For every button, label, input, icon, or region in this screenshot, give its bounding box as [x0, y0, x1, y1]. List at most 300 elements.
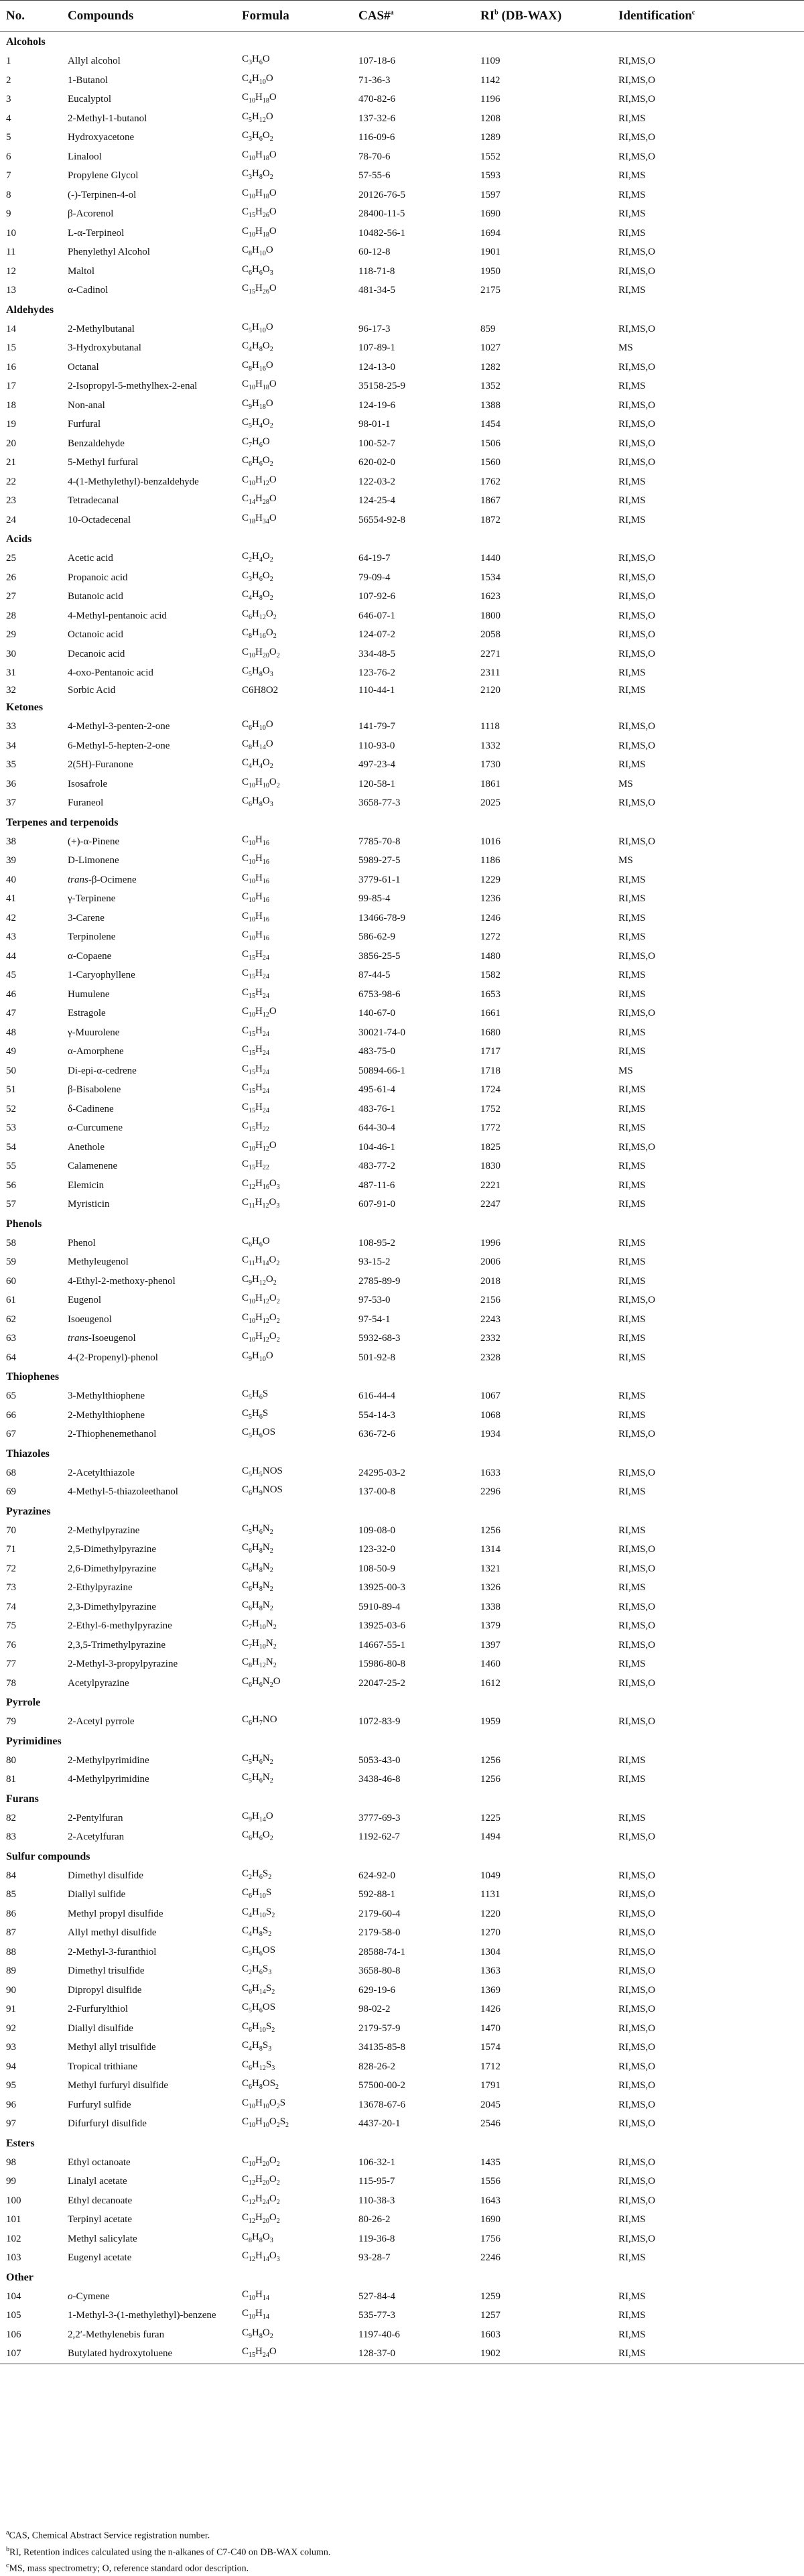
- formula-subscript: 12: [262, 1145, 269, 1153]
- formula-subscript: 2: [269, 1681, 273, 1689]
- table-row: [0, 1138, 804, 1157]
- cell-compound: 1-Butanol: [68, 74, 108, 86]
- formula-subscript: 5: [259, 1470, 263, 1478]
- formula-element: S: [265, 1982, 272, 1994]
- cell-formula: [236, 1961, 352, 1981]
- cell-cas: 483-77-2: [358, 1161, 395, 1171]
- formula-subscript: 24: [262, 954, 269, 962]
- cell-ri: 1724: [480, 1084, 500, 1095]
- table-row: [0, 1234, 804, 1253]
- header-identification-footnote-mark: c: [691, 9, 695, 17]
- table-row: [0, 832, 804, 852]
- table-row: [0, 1559, 804, 1579]
- cell-ri: 2246: [480, 2252, 500, 2263]
- cell-formula: [236, 2306, 352, 2325]
- formula-element: H: [252, 168, 259, 179]
- formula-element: C: [242, 1561, 249, 1572]
- table-row: [0, 1943, 804, 1962]
- formula-subscript: 2: [276, 2198, 280, 2206]
- cell-ri: 1272: [480, 931, 500, 942]
- cell-cas: 10482-56-1: [358, 227, 405, 239]
- cell-formula: [236, 396, 352, 415]
- formula-subscript: 6: [259, 2007, 263, 2014]
- cell-compound: 5-Methyl furfural: [68, 457, 139, 468]
- cell-ri: 2018: [480, 1275, 500, 1287]
- table-row: [0, 851, 804, 871]
- formula-element: C: [242, 340, 249, 351]
- cell-formula: [236, 1981, 352, 2000]
- cell-identification: RI,MS: [618, 667, 646, 678]
- cell-identification: RI,MS: [618, 1409, 646, 1421]
- formula-element: C: [242, 149, 249, 160]
- cell-compound: Methyl propyl disulfide: [68, 1908, 163, 1919]
- formula-element: O: [269, 1254, 277, 1265]
- formula-element: OS: [262, 2002, 276, 2012]
- table-row: [0, 2210, 804, 2230]
- cell-no: 106: [6, 2329, 21, 2340]
- formula-element: C: [242, 1675, 249, 1687]
- formula-element: O: [262, 665, 270, 676]
- formula-element: H: [255, 92, 263, 103]
- table-row: [0, 1885, 804, 1905]
- cell-no: 22: [6, 476, 16, 487]
- formula-subscript: 2: [271, 1911, 275, 1919]
- formula-subscript: 2: [269, 346, 273, 353]
- formula-element: C: [242, 225, 249, 237]
- cell-ri: 1661: [480, 1008, 500, 1019]
- cell-compound: Hydroxyacetone: [68, 132, 135, 143]
- formula-element: O: [262, 757, 270, 768]
- table-row: [0, 204, 804, 224]
- formula-element: N: [262, 1675, 270, 1687]
- header-ri-label: RI: [480, 9, 495, 23]
- cell-ri: 1435: [480, 2156, 500, 2168]
- cell-formula: [236, 927, 352, 947]
- cell-formula: [236, 338, 352, 358]
- cell-no: 46: [6, 988, 16, 1000]
- formula-element: C: [242, 187, 249, 198]
- formula-element: H: [252, 665, 259, 676]
- formula-element: C: [242, 72, 249, 84]
- cell-no: 38: [6, 836, 16, 847]
- cell-compound: Furaneol: [68, 797, 104, 808]
- formula-element: H: [252, 1484, 259, 1495]
- formula-subscript: 3: [268, 1969, 272, 1976]
- cell-no: 94: [6, 2061, 16, 2072]
- formula-subscript: 11: [249, 1260, 255, 1267]
- formula-element: O: [269, 1139, 277, 1151]
- cell-cas: 13678-67-6: [358, 2099, 405, 2110]
- formula-element: C: [242, 2078, 249, 2089]
- formula-element: O: [262, 2231, 270, 2242]
- formula-element: C: [242, 1887, 249, 1898]
- formula-element: C: [242, 1618, 249, 1629]
- formula-element: O: [262, 2327, 270, 2338]
- cell-formula: [236, 1712, 352, 1732]
- cell-cas: 2785-89-9: [358, 1275, 401, 1287]
- cell-formula: [236, 204, 352, 224]
- group-name: Alcohols: [6, 36, 46, 48]
- formula-element: C: [242, 359, 249, 371]
- formula-subscript: 2: [269, 1777, 273, 1785]
- table-row: [0, 966, 804, 985]
- cell-no: 7: [6, 170, 11, 181]
- cell-formula: [236, 1540, 352, 1559]
- formula-element: H: [255, 2346, 263, 2357]
- formula-element: H: [252, 1868, 259, 1879]
- cell-compound: 2-Acetylfuran: [68, 1831, 125, 1842]
- group-header-row: [0, 698, 804, 717]
- cell-ri: 1643: [480, 2195, 500, 2206]
- formula-subscript: 2: [276, 2217, 280, 2225]
- cell-cas: 97-53-0: [358, 1295, 391, 1305]
- formula-element: H: [255, 512, 263, 523]
- cell-cas: 80-26-2: [358, 2214, 391, 2225]
- formula-subscript: 2: [276, 2160, 280, 2168]
- table-row: [0, 472, 804, 492]
- formula-element: C: [242, 1177, 249, 1189]
- cell-identification: RI,MS: [618, 1179, 646, 1191]
- formula-element: C: [242, 2327, 249, 2338]
- table-row: [0, 755, 804, 775]
- cell-no: 8: [6, 189, 11, 200]
- formula-subscript: 12: [249, 1183, 256, 1191]
- cell-cas: 123-32-0: [358, 1544, 395, 1555]
- cell-formula: [236, 1655, 352, 1674]
- cell-identification: RI,MS: [618, 988, 646, 1000]
- formula-subscript: 10: [259, 250, 266, 257]
- cell-ri: 1830: [480, 1161, 500, 1171]
- cell-compound: δ-Cadinene: [68, 1103, 114, 1114]
- formula-element: H: [252, 1580, 259, 1591]
- cell-ri: 1752: [480, 1103, 500, 1114]
- formula-subscript: 8: [259, 671, 263, 678]
- cell-cas: 5910-89-4: [358, 1601, 401, 1612]
- formula-element: O: [262, 551, 270, 562]
- cell-formula: [236, 320, 352, 339]
- cell-compound: Methyl salicylate: [68, 2233, 137, 2244]
- formula-subscript: 5: [249, 1413, 253, 1421]
- formula-element: H: [255, 1293, 263, 1303]
- cell-formula: [236, 90, 352, 109]
- cell-formula: [236, 128, 352, 147]
- cell-ri: 1363: [480, 1966, 500, 1976]
- cell-identification: RI,MS: [618, 1659, 646, 1669]
- formula-element: H: [255, 1063, 263, 1074]
- cell-compound: Acetic acid: [68, 553, 113, 564]
- cell-formula: [236, 2019, 352, 2039]
- formula-element: H: [252, 359, 259, 371]
- group-header-row: [0, 1693, 804, 1712]
- formula-element: H: [255, 225, 263, 237]
- cell-no: 48: [6, 1027, 16, 1038]
- cell-identification: RI,MS: [618, 912, 646, 923]
- cell-compound: 4-Ethyl-2-methoxy-phenol: [68, 1275, 176, 1287]
- formula-subscript: 15: [249, 1068, 256, 1076]
- formula-subscript: 10: [259, 724, 266, 732]
- cell-ri: 1049: [480, 1870, 500, 1881]
- cell-no: 70: [6, 1525, 16, 1536]
- cell-ri: 1950: [480, 265, 500, 277]
- formula-subscript: 10: [249, 897, 256, 904]
- formula-element: O: [265, 111, 273, 122]
- cell-identification: RI,MS,O: [618, 1601, 656, 1612]
- cell-identification: RI,MS: [618, 759, 646, 770]
- formula-element: O: [265, 1350, 273, 1361]
- cell-cas: 620-02-0: [358, 457, 395, 468]
- cell-no: 98: [6, 2156, 16, 2168]
- cell-compound: β-Bisabolene: [68, 1084, 121, 1095]
- formula-subscript: 16: [262, 877, 269, 885]
- cell-formula: [236, 1100, 352, 1119]
- cell-identification: RI,MS: [618, 1754, 646, 1766]
- formula-element: O: [265, 719, 273, 730]
- table-row: [0, 663, 804, 683]
- cell-compound: 2-Acetylthiazole: [68, 1467, 135, 1478]
- formula-element: C: [242, 263, 249, 275]
- cell-no: 68: [6, 1467, 16, 1478]
- cell-cas: 71-36-3: [358, 74, 391, 86]
- formula-element: C: [242, 1868, 249, 1879]
- table-row: [0, 1751, 804, 1770]
- cell-no: 99: [6, 2176, 16, 2187]
- cell-formula: [236, 1751, 352, 1770]
- formula-element: C: [242, 54, 249, 64]
- formula-element: C: [242, 891, 249, 902]
- cell-identification: RI,MS: [618, 1046, 646, 1057]
- cell-compound: 2-Acetyl pyrrole: [68, 1716, 135, 1727]
- cell-formula: [236, 1827, 352, 1847]
- formula-element: O: [269, 1006, 277, 1017]
- cell-formula: [236, 147, 352, 167]
- cell-identification: RI,MS,O: [618, 629, 656, 640]
- formula-subscript: 10: [259, 1892, 266, 1900]
- cell-ri: 1772: [480, 1122, 500, 1133]
- cell-formula: [236, 832, 352, 852]
- footnote-text: CAS, Chemical Abstract Service registration number.: [9, 2530, 210, 2541]
- cell-ri: 1270: [480, 1927, 500, 1938]
- group-header-row: [0, 1732, 804, 1751]
- cell-compound: Di-epi-α-cedrene: [68, 1065, 137, 1076]
- formula-subscript: 6: [259, 1432, 263, 1439]
- cell-ri: 1470: [480, 2022, 500, 2034]
- formula-element: H: [255, 1139, 263, 1151]
- cell-no: 74: [6, 1601, 16, 1612]
- cell-formula: [236, 2000, 352, 2019]
- formula-subscript: 16: [262, 915, 269, 923]
- formula-element: C: [242, 665, 249, 676]
- header-formula: Formula: [236, 1, 352, 32]
- cell-ri: 2247: [480, 1199, 500, 1210]
- cell-cas: 14667-55-1: [358, 1639, 405, 1651]
- cell-formula: [236, 453, 352, 472]
- formula-element: O: [269, 2097, 277, 2108]
- table-row: [0, 1866, 804, 1886]
- cell-compound: α-Curcumene: [68, 1122, 123, 1133]
- cell-no: 45: [6, 970, 16, 980]
- cell-formula: [236, 1943, 352, 1962]
- cell-no: 42: [6, 912, 16, 923]
- cell-formula: [236, 645, 352, 664]
- group-header-row: [0, 2134, 804, 2153]
- formula-element: C: [242, 2231, 249, 2242]
- formula-element: H: [255, 1120, 263, 1131]
- formula-subscript: 6: [259, 460, 263, 468]
- formula-element: H: [255, 1101, 263, 1112]
- cell-cas: 137-00-8: [358, 1486, 395, 1497]
- cell-cas: 123-76-2: [358, 667, 395, 678]
- table-row: [0, 1961, 804, 1981]
- formula-subscript: 6: [249, 724, 253, 732]
- formula-element: H: [252, 1350, 259, 1361]
- cell-compound: Allyl alcohol: [68, 56, 121, 66]
- formula-subscript: 6: [259, 59, 263, 66]
- group-name: Aldehydes: [6, 304, 54, 316]
- cell-identification: RI,MS: [618, 1525, 646, 1536]
- cell-cas: 110-38-3: [358, 2195, 395, 2206]
- table-row: [0, 793, 804, 813]
- table-row: [0, 1578, 804, 1598]
- table-row: [0, 1981, 804, 2000]
- cell-formula: [236, 1387, 352, 1406]
- formula-element: C: [242, 570, 249, 581]
- cell-formula: [236, 2114, 352, 2134]
- cell-compound: Elemicin: [68, 1179, 105, 1191]
- formula-subscript: 6: [249, 1547, 253, 1555]
- cell-compound: Dipropyl disulfide: [68, 1984, 142, 1996]
- cell-compound: Diallyl sulfide: [68, 1889, 126, 1900]
- formula-element: C: [242, 2154, 249, 2166]
- cell-ri: 1494: [480, 1831, 500, 1842]
- formula-subscript: 10: [262, 2102, 269, 2110]
- formula-subscript: 10: [259, 78, 266, 86]
- formula-element: C: [242, 1139, 249, 1151]
- cell-identification: RI,MS: [618, 113, 646, 124]
- group-name: Thiazoles: [6, 1447, 50, 1460]
- cell-ri: 1901: [480, 247, 500, 257]
- formula-element: O: [269, 1331, 277, 1342]
- header-cas-label: CAS#: [358, 9, 391, 23]
- cell-compound: γ-Muurolene: [68, 1027, 120, 1038]
- cell-identification: MS: [618, 778, 633, 789]
- formula-subscript: 24: [262, 1049, 269, 1057]
- cell-compound: Tetradecanal: [68, 495, 119, 506]
- formula-element: H: [252, 1407, 259, 1419]
- formula-element: H: [252, 263, 259, 275]
- formula-subscript: 10: [249, 479, 256, 487]
- cell-no: 26: [6, 572, 16, 583]
- formula-subscript: 28: [262, 499, 269, 506]
- formula-element: C: [242, 1407, 249, 1419]
- table-row: [0, 1080, 804, 1100]
- formula-subscript: 18: [262, 97, 269, 105]
- cell-compound: 4-Methyl-5-thiazoleethanol: [68, 1486, 178, 1497]
- cell-cas: 56554-92-8: [358, 514, 405, 525]
- formula-subscript: 4: [249, 1911, 253, 1919]
- table-row: [0, 985, 804, 1005]
- cell-formula: [236, 2287, 352, 2307]
- cell-compound: 2-Methyl-3-propylpyrazine: [68, 1659, 178, 1669]
- formula-element: H: [255, 910, 263, 921]
- formula-subscript: 7: [259, 1720, 263, 1727]
- group-name: Furans: [6, 1793, 39, 1805]
- cell-formula: [236, 663, 352, 683]
- table-row: [0, 511, 804, 530]
- formula-subscript: 16: [262, 858, 269, 866]
- formula-subscript: 15: [249, 1088, 256, 1095]
- formula-element: N: [262, 1580, 270, 1591]
- cell-cas: 527-84-4: [358, 2291, 395, 2302]
- cell-formula: [236, 1004, 352, 1023]
- cell-identification: RI,MS,O: [618, 591, 656, 602]
- formula-subscript: 2: [269, 174, 273, 181]
- cell-no: 69: [6, 1486, 16, 1497]
- cell-ri: 1236: [480, 893, 500, 904]
- formula-subscript: 7: [249, 441, 253, 449]
- cell-formula: [236, 1310, 352, 1330]
- cell-compound: 2(5H)-Furanone: [68, 759, 133, 770]
- formula-subscript: 6: [249, 1892, 253, 1900]
- footnote-text: MS, mass spectrometry; O, reference standard odor description.: [9, 2563, 249, 2574]
- group-header-row: [0, 1502, 804, 1521]
- cell-cas: 141-79-7: [358, 721, 395, 732]
- cell-no: 33: [6, 721, 16, 732]
- cell-identification: RI,MS: [618, 1582, 646, 1593]
- cell-ri: 1480: [480, 950, 500, 962]
- cell-identification: RI,MS,O: [618, 1141, 656, 1153]
- cell-cas: 2179-60-4: [358, 1908, 401, 1919]
- cell-identification: RI,MS: [618, 2252, 646, 2263]
- cell-identification: RI,MS: [618, 931, 646, 942]
- formula-subscript: 14: [262, 2313, 269, 2321]
- formula-subscript: 9: [249, 1279, 253, 1287]
- cell-cas: 108-50-9: [358, 1563, 395, 1574]
- formula-subscript: 18: [262, 384, 269, 391]
- formula-subscript: 6: [249, 2064, 253, 2072]
- formula-subscript: 24: [262, 1106, 269, 1114]
- cell-formula: [236, 1905, 352, 1924]
- table-row: [0, 947, 804, 966]
- table-row: [0, 1176, 804, 1196]
- formula-subscript: 2: [249, 556, 253, 564]
- cell-ri: 1220: [480, 1908, 500, 1919]
- formula-subscript: 8: [259, 1547, 263, 1555]
- cell-identification: RI,MS: [618, 1161, 646, 1171]
- formula-element: C: [242, 776, 249, 787]
- table-row: [0, 1118, 804, 1138]
- cell-compound: [62, 2287, 236, 2307]
- formula-subscript: 15: [249, 992, 256, 1000]
- cell-identification: RI,MS,O: [618, 2156, 656, 2168]
- formula-subscript: 6: [259, 1528, 263, 1536]
- formula-element: H: [255, 929, 263, 940]
- formula-element: O: [269, 187, 277, 198]
- cell-formula: [236, 549, 352, 568]
- table-row: [0, 491, 804, 511]
- formula-subscript: 15: [249, 973, 256, 980]
- cell-compound: Furfural: [68, 419, 101, 430]
- cell-ri: 2156: [480, 1295, 500, 1305]
- formula-element: H: [252, 1273, 259, 1285]
- formula-element: C: [242, 1025, 249, 1036]
- cell-ri: 1800: [480, 610, 500, 621]
- cell-ri: 2546: [480, 2118, 500, 2129]
- cell-identification: RI,MS,O: [618, 648, 656, 659]
- cell-formula: [236, 71, 352, 90]
- cell-identification: RI,MS,O: [618, 1563, 656, 1574]
- group-header-row: [0, 1789, 804, 1809]
- cell-no: 3: [6, 94, 11, 105]
